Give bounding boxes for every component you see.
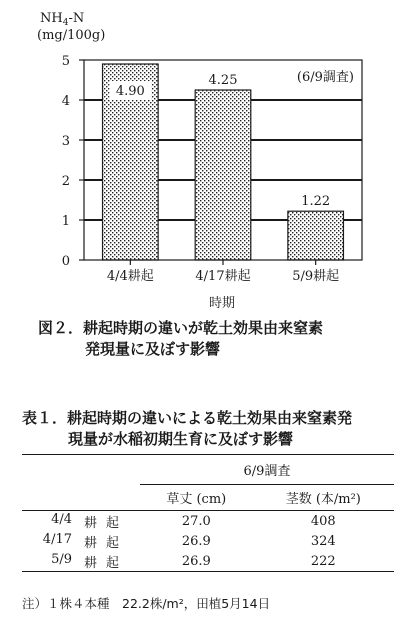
chart-annotation: (6/9調査) — [296, 70, 354, 85]
y-tick-label: 5 — [61, 54, 70, 69]
figure-caption — [38, 318, 323, 360]
table-caption-line1: 表１．耕起時期の違いによる乾土効果由来窒素発 — [22, 409, 353, 427]
cell-stems: 324 — [310, 533, 336, 549]
table-note: 注）１株４本種 22.2株/m²，田植5月14日 — [22, 596, 271, 611]
cell-height: 27.0 — [181, 513, 211, 529]
results-table — [22, 454, 394, 572]
figure-caption-line2: 発現量に及ぼす影響 — [85, 340, 221, 358]
bar — [288, 211, 344, 260]
cell-stems: 222 — [310, 553, 336, 569]
table-caption-line2: 現量が水稲初期生育に及ぼす影響 — [68, 430, 294, 448]
x-tick-label: 4/4耕起 — [106, 269, 154, 284]
y-tick-label: 2 — [61, 174, 70, 189]
y-tick-label: 3 — [61, 134, 70, 149]
row-date: 4/4 — [51, 511, 72, 527]
column-header-height: 草丈 (cm) — [140, 485, 253, 511]
data-label: 4.25 — [208, 73, 238, 88]
table-group-header: 6/9調査 — [243, 464, 291, 479]
y-axis-label-line1: $NH_4-N$ — [40, 11, 85, 28]
table-group-header-row — [22, 455, 394, 485]
table-row — [22, 531, 394, 551]
row-label: 耕起 — [84, 535, 129, 551]
row-date: 5/9 — [51, 551, 72, 567]
table-row — [22, 511, 394, 532]
cell-height: 26.9 — [181, 553, 211, 569]
table-column-header-row — [22, 485, 394, 511]
table-row — [22, 551, 394, 572]
row-date: 4/17 — [42, 531, 72, 547]
x-axis-label: 時期 — [208, 296, 236, 310]
y-tick-label: 0 — [61, 254, 70, 269]
x-tick-label: 5/9耕起 — [292, 269, 340, 284]
figure-caption-line1: 図２．耕起時期の違いが乾土効果由来窒素 — [38, 319, 324, 337]
y-tick-label: 1 — [61, 214, 70, 229]
column-header-stems: 茎数 (本/m²) — [253, 485, 394, 511]
x-tick-label: 4/17耕起 — [195, 269, 251, 284]
y-tick-label: 4 — [61, 94, 70, 109]
cell-stems: 408 — [310, 513, 336, 529]
y-axis-label-line2: (mg/100g) — [37, 28, 106, 43]
data-label: 4.90 — [115, 84, 145, 99]
bar-chart — [0, 0, 416, 310]
cell-height: 26.9 — [181, 533, 211, 549]
table-caption — [22, 408, 352, 450]
row-label: 耕起 — [84, 515, 129, 531]
bar — [195, 90, 251, 260]
data-label: 1.22 — [301, 194, 331, 210]
row-label: 耕起 — [84, 555, 129, 571]
